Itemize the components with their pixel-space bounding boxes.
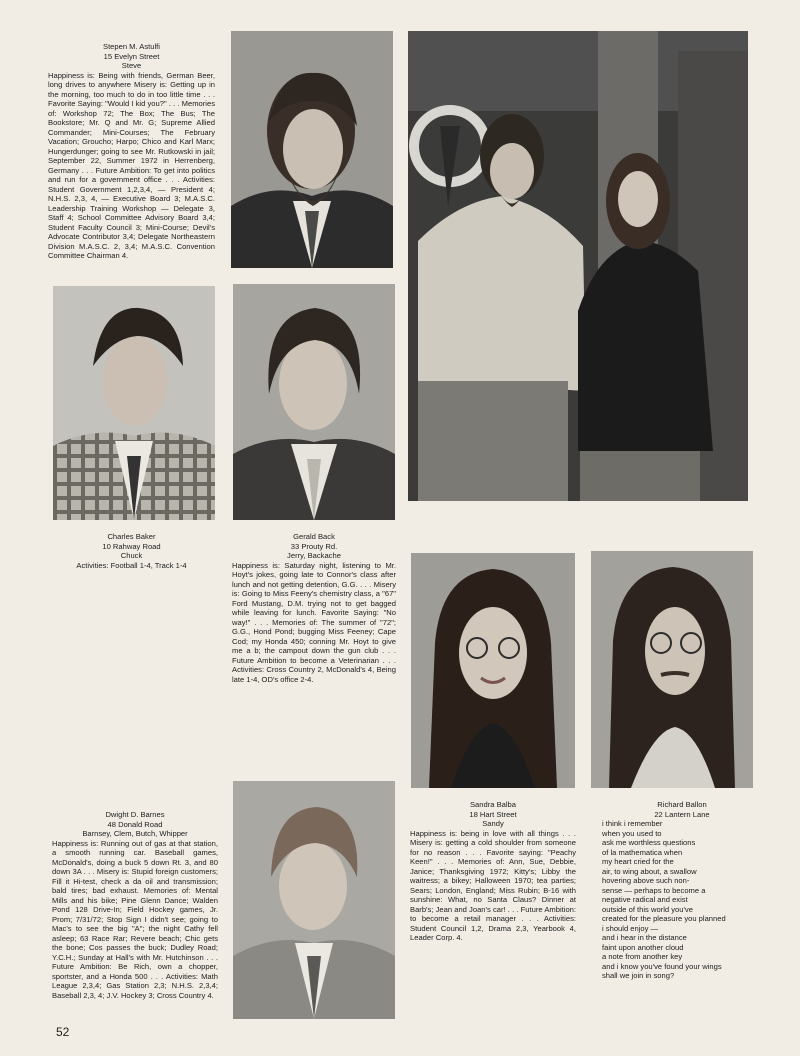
poem-line: negative radical and exist xyxy=(602,895,688,904)
student-nickname: Jerry, Backache xyxy=(287,551,341,560)
entry-astulfi xyxy=(48,42,215,261)
poem-line: when you used to xyxy=(602,828,662,838)
student-address: 48 Donald Road xyxy=(107,819,163,829)
page-number: 52 xyxy=(56,1025,70,1039)
portrait-back xyxy=(233,284,395,520)
entry-ballon xyxy=(602,800,762,981)
portrait-barnes xyxy=(233,781,395,1019)
student-address: 22 Lantern Lane xyxy=(654,809,710,819)
student-name: Dwight D. Barnes xyxy=(105,810,165,819)
entry-baker xyxy=(48,532,215,570)
student-nickname: Steve xyxy=(121,61,142,70)
student-address: 33 Prouty Rd. xyxy=(290,541,338,551)
student-name: Stepen M. Astulfi xyxy=(103,42,160,51)
poem-line: and i know you've found your wings xyxy=(602,961,722,971)
poem-line: shall we join in song? xyxy=(602,971,675,980)
poem-line: and i hear in the distance xyxy=(602,933,687,942)
student-bio: Happiness is: Running out of gas at that station, a smooth running car. Baseball games, McDonald's, doing a buck 5 down Rt. 3, and 80 down 3A . . . Misery is: Stupid foreign customers; Fill it Hi-test, check a da oil and transmission; bald tires; bad exhaust. Memories of: Mental Mills and his bike; Pine Glenn Dance; Walden Pond 128 Drive-In; Field Hockey games, Jr. Prom; 7/31/72; Stop Sign I didn't see; going to Mac's to see the big "A"; the night Cathy fell asleep; 63 Race Rar; Revere beach; Chic gets the bone; Cos passes the buck; Dudley Road; Y.C.H.; Sunday at Hall's with Mr. Hutchinson . . . Future Ambition: Be Rich, own a chopper, sportster, and a Honda 500 . . . Activities: Math League 2,3,4; Gas Station 2,3; N.H.S. 2,3,4; Baseball 2,3, 4; J.V. Hockey 3; Cross Country 4. xyxy=(52,838,218,1000)
poem-line: created for the pleasure you planned xyxy=(602,914,726,923)
poem-line: air, to wing about, a swallow xyxy=(602,866,697,876)
portrait-astulfi xyxy=(231,31,393,268)
portrait-ballon xyxy=(591,551,753,788)
student-address: 15 Evelyn Street xyxy=(103,51,160,61)
poem-line: ask me worthless questions xyxy=(602,838,696,847)
poem xyxy=(602,819,762,981)
entry-back xyxy=(232,532,396,684)
poem-line: hovering above such non- xyxy=(602,876,690,885)
entry-barnes xyxy=(52,810,218,1000)
student-address: 18 Hart Street xyxy=(469,809,517,819)
student-nickname: Barnsey, Clem, Butch, Whipper xyxy=(82,829,188,838)
student-nickname: Sandy xyxy=(482,819,504,828)
poem-line: i should enjoy — xyxy=(602,923,659,933)
student-nickname: Chuck xyxy=(120,551,143,560)
student-bio: Happiness is: Being with friends, German Beer, long drives to anywhere Misery is: Getting up in the morning, too much to do in too little time . . . Favorite Saying: "Would I kid you?" . . . Memories of: Workshop 72; The Box; The Bus; The Bookstore; Mr. Q and Mr. G; Supreme Allied Commander; Mini-Courses; The February Vacation; Groucho; Harpo; Chico and Karl Marx; Hungerdunger; going to see Mr. Rutkowski in jail; September 22, Summer 1972 in Herrenberg, Germany . . . Future Ambition: To get into politics and run for a government office . . . Activities: Student Government 1,2,3,4, — President 4; N.H.S. 2,3, 4, — Executive Board 3; M.A.S.C. Leadership Training Workshop — Delegate 3, Staff 4; School Committee Advisory Board 3,4; Student Faculty Council 3; Mini-Course; Devil's Advocate Contributor 3,4; Delegate Northeastern Division M.A.S.C. 2, 3,4; M.A.S.C. Convention Committee Chairman 4. xyxy=(48,70,215,260)
poem-line: sense — perhaps to become a xyxy=(602,885,706,895)
student-name: Richard Ballon xyxy=(657,800,707,809)
portrait-baker xyxy=(53,286,215,520)
student-bio: Activities: Football 1-4, Track 1-4 xyxy=(76,560,187,570)
student-name: Charles Baker xyxy=(107,532,156,541)
poem-line: my heart cried for the xyxy=(602,857,674,866)
poem-line: a note from another key xyxy=(602,952,683,961)
student-bio: Happiness is: Saturday night, listening to Mr. Hoyt's jokes, going late to Connor's class after lunch and not getting detention, G.G. . . . Misery is: Going to Miss Feeny's chemistry class, a "67" Ford Mustang, D.M. trying not to get bagged while leaving for lunch. Favorite Saying: "No way!" . . . Memories of: The summer of "72"; G.G., Hond Pond; bugging Miss Feeney; Cape Cod; my Honda 450; conning Mr. Hoyt to give me a b; the campout down the gun club . . . Future Ambition to become a Veterinarian . . . Activities: Cross Country 2, McDonald's 4, Being late 1-4, OD's office 2-4. xyxy=(232,560,396,684)
poem-line: i think i remember xyxy=(602,819,663,828)
poem-line: faint upon another cloud xyxy=(602,942,684,952)
student-name: Sandra Balba xyxy=(469,800,517,809)
student-bio: Happiness is: being in love with all things . . . Misery is: getting a cold shoulder from someone for no reason . . . Favorite saying: "Peachy Keen!" . . . Memories of: Ann, Sue, Debbie, Janice; Thanksgiving 1972; Kitty's; Libby the waitress; a bikey; Halloween 1970; tea parties; Sears; London, England; Miss Rubin; B-16 with sunshine: What, no Santa Claus? Dinner at Barb's; Jean and Joan's car! . . . Future Ambition: to become a retail manager . . . Activities: Student Council 1,2, Drama 2,3, Yearbook 4, Leader Corp. 4. xyxy=(410,828,576,942)
poem-line: outside of this world you've xyxy=(602,904,693,914)
entry-balba xyxy=(410,800,576,943)
portrait-balba xyxy=(411,553,575,788)
group-photo xyxy=(408,31,748,501)
student-address: 10 Rahway Road xyxy=(102,541,161,551)
student-name: Gerald Back xyxy=(293,532,335,541)
poem-line: of la mathematica when xyxy=(602,847,683,857)
